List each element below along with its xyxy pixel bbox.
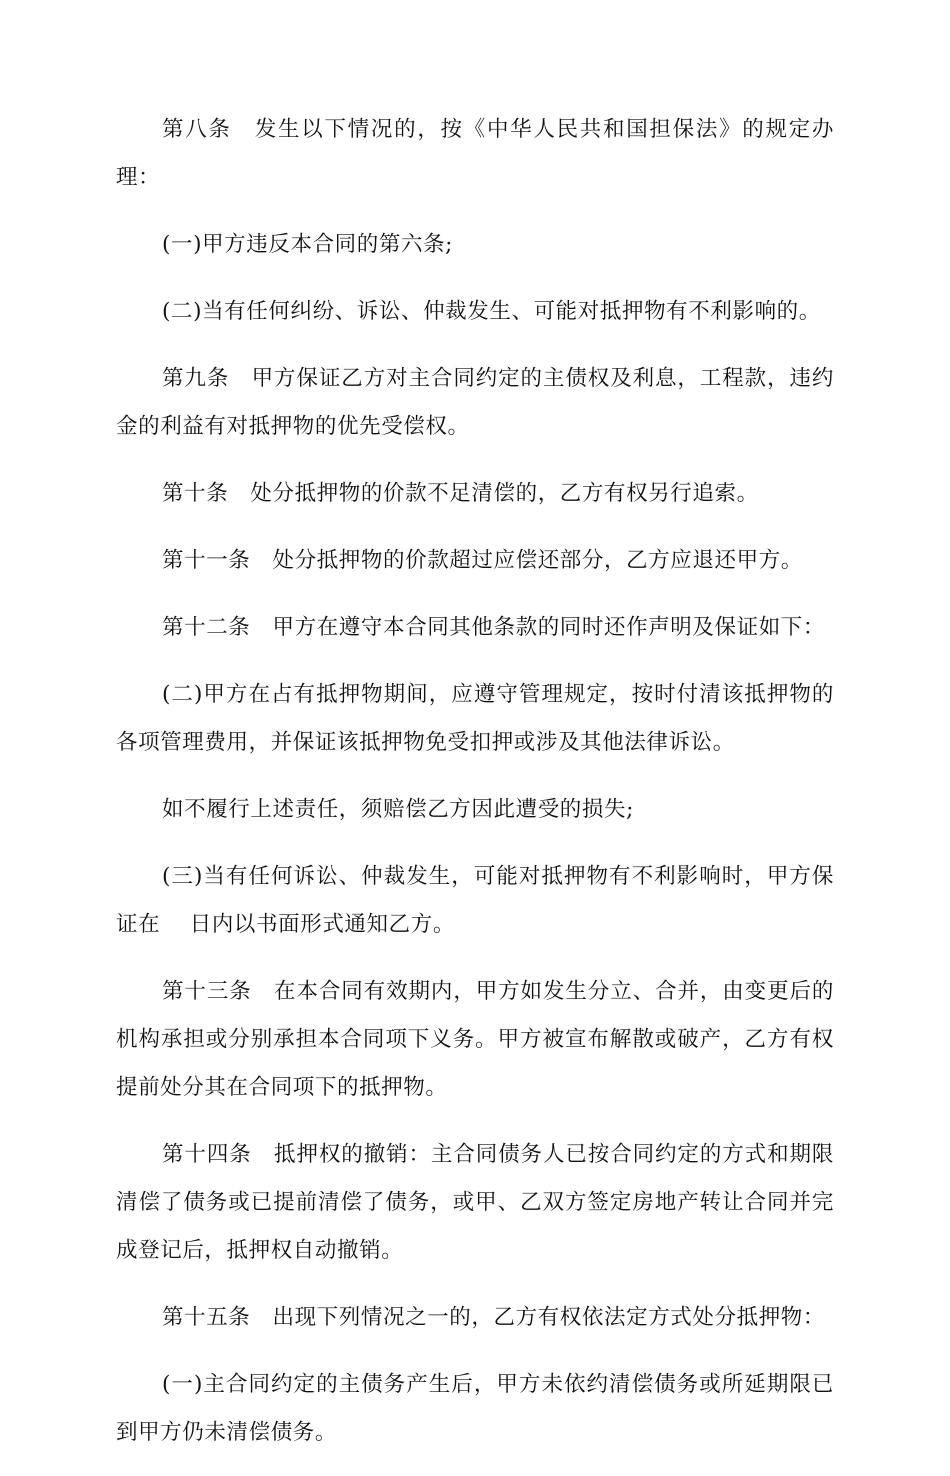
article-9-paragraph: 第九条 甲方保证乙方对主合同约定的主债权及利息，工程款，违约金的利益有对抵押物的优先受偿权。 bbox=[116, 366, 834, 439]
article-11-paragraph: 第十一条 处分抵押物的价款超过应偿还部分，乙方应退还甲方。 bbox=[162, 548, 803, 573]
article-12-item-2: (二)甲方在占有抵押物期间，应遵守管理规定，按时付清该抵押物的各项管理费用，并保证该抵押物免受扣押或涉及其他法律诉讼。 bbox=[116, 682, 834, 755]
article-13-paragraph: 第十三条 在本合同有效期内，甲方如发生分立、合并，由变更后的机构承担或分别承担本合同项下义务。甲方被宣布解散或破产，乙方有权提前处分其在合同项下的抵押物。 bbox=[116, 979, 834, 1100]
article-12-liability-note: 如不履行上述责任，须赔偿乙方因此遭受的损失; bbox=[162, 797, 634, 822]
article-15-item-1: (一)主合同约定的主债务产生后，甲方未依约清偿债务或所延期限已到甲方仍未清偿债务。 bbox=[116, 1372, 834, 1445]
article-15-paragraph: 第十五条 出现下列情况之一的，乙方有权依法定方式处分抵押物： bbox=[162, 1305, 826, 1330]
article-10-paragraph: 第十条 处分抵押物的价款不足清偿的，乙方有权另行追索。 bbox=[162, 481, 759, 506]
article-8-paragraph: 第八条 发生以下情况的，按《中华人民共和国担保法》的规定办理： bbox=[116, 117, 834, 190]
article-12-item-3: (三)当有任何诉讼、仲裁发生，可能对抵押物有不利影响时，甲方保证在 日内以书面形式通知乙方。 bbox=[116, 864, 834, 937]
article-12-paragraph: 第十二条 甲方在遵守本合同其他条款的同时还作声明及保证如下： bbox=[162, 615, 826, 640]
article-14-paragraph: 第十四条 抵押权的撤销：主合同债务人已按合同约定的方式和期限清偿了债务或已提前清偿了债务，或甲、乙双方签定房地产转让合同并完成登记后，抵押权自动撤销。 bbox=[116, 1142, 834, 1263]
article-8-item-2: (二)当有任何纠纷、诉讼、仲裁发生、可能对抵押物有不利影响的。 bbox=[162, 299, 821, 324]
document-body bbox=[116, 106, 834, 1476]
article-8-item-1: (一)甲方违反本合同的第六条; bbox=[162, 232, 454, 257]
